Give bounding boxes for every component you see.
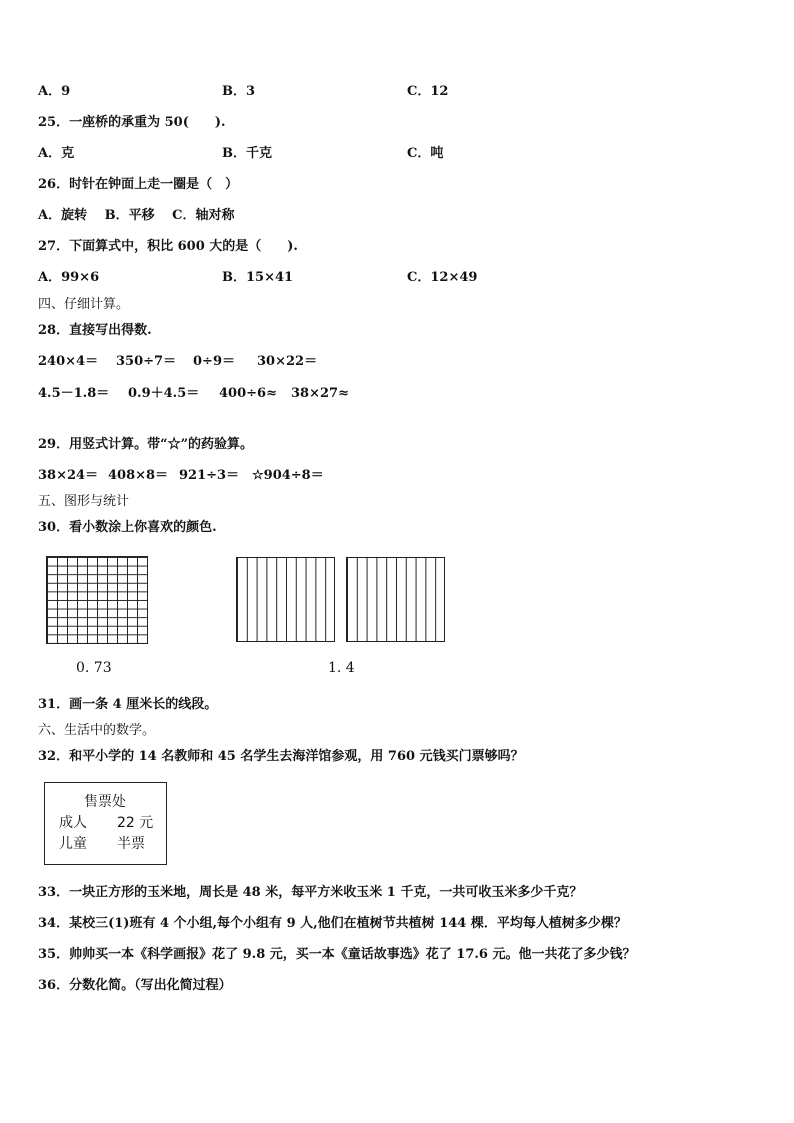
q28-stem: 28．直接写出得数. <box>38 323 152 338</box>
section-4-heading: 四、仔细计算。 <box>38 297 130 312</box>
q29-item: 408×8＝ <box>108 468 169 483</box>
q28-item: 0.9＋4.5＝ <box>128 386 200 401</box>
q28-item: 0÷9＝ <box>193 354 235 369</box>
section-5-heading: 五、图形与统计 <box>38 494 130 509</box>
q33-stem: 33．一块正方形的玉米地，周长是 48 米，每平方米收玉米 1 千克，一共可收玉米多少千克？ <box>38 885 583 900</box>
q27-option-b: B．15×41 <box>222 270 294 285</box>
tenths-strip-grid[interactable] <box>236 557 335 642</box>
q30-label-decimal: 1. 4 <box>328 660 355 676</box>
q29-item: 38×24＝ <box>38 468 99 483</box>
ticket-adult-price: 22 元 <box>117 815 154 831</box>
q30-label-decimal: 0. 73 <box>76 660 112 676</box>
q29-stem: 29．用竖式计算。带“☆”的药验算。 <box>38 437 254 452</box>
q36-stem: 36．分数化简。（写出化简过程） <box>38 978 232 993</box>
q28-item: 240×4＝ <box>38 354 99 369</box>
section-6-heading: 六、生活中的数学。 <box>38 723 156 738</box>
q27-option-a: A．99×6 <box>38 270 100 285</box>
q28-item: 38×27≈ <box>291 386 349 401</box>
q25-option-a: A．克 <box>38 146 75 161</box>
q28-item: 4.5－1.8＝ <box>38 386 110 401</box>
ticket-child-label: 儿童 <box>59 836 87 852</box>
q27-option-c: C．12×49 <box>407 270 478 285</box>
q27-stem: 27．下面算式中，积比 600 大的是（ ). <box>38 239 298 254</box>
q25-stem: 25．一座桥的承重为 50( ). <box>38 115 226 130</box>
q29-item: 921÷3＝ <box>179 468 240 483</box>
q24-option-c: C．12 <box>407 84 449 99</box>
q32-stem: 32．和平小学的 14 名教师和 45 名学生去海洋馆参观，用 760 元钱买门票够吗？ <box>38 749 524 764</box>
q34-stem: 34．某校三(1)班有 4 个小组,每个小组有 9 人,他们在植树节共植树 144 棵．平均每人植树多少棵？ <box>38 916 627 931</box>
q26-options: A．旋转 B．平移 C．轴对称 <box>38 208 235 223</box>
q24-option-b: B．3 <box>222 84 256 99</box>
ticket-child-price: 半票 <box>117 836 145 852</box>
ticket-adult-label: 成人 <box>59 815 87 831</box>
q24-option-a: A．9 <box>38 84 71 99</box>
ticket-box-title: 售票处 <box>84 794 126 810</box>
q29-item: ☆904÷8＝ <box>252 468 324 483</box>
q25-option-c: C．吨 <box>407 146 444 161</box>
q26-stem: 26．时针在钟面上走一圈是（ ） <box>38 177 239 192</box>
ticket-price-box <box>44 782 167 865</box>
q25-option-b: B．千克 <box>222 146 272 161</box>
q35-stem: 35．帅帅买一本《科学画报》花了 9.8 元，买一本《童话故事选》花了 17.6 元。他一共花了多少钱？ <box>38 947 636 962</box>
q28-item: 350÷7＝ <box>116 354 177 369</box>
q30-stem: 30．看小数涂上你喜欢的颜色. <box>38 520 217 535</box>
q28-item: 400÷6≈ <box>219 386 277 401</box>
q31-stem: 31．画一条 4 厘米长的线段。 <box>38 697 218 712</box>
q28-item: 30×22＝ <box>257 354 318 369</box>
hundred-grid[interactable] <box>46 556 148 644</box>
tenths-strip-grid[interactable] <box>346 557 445 642</box>
